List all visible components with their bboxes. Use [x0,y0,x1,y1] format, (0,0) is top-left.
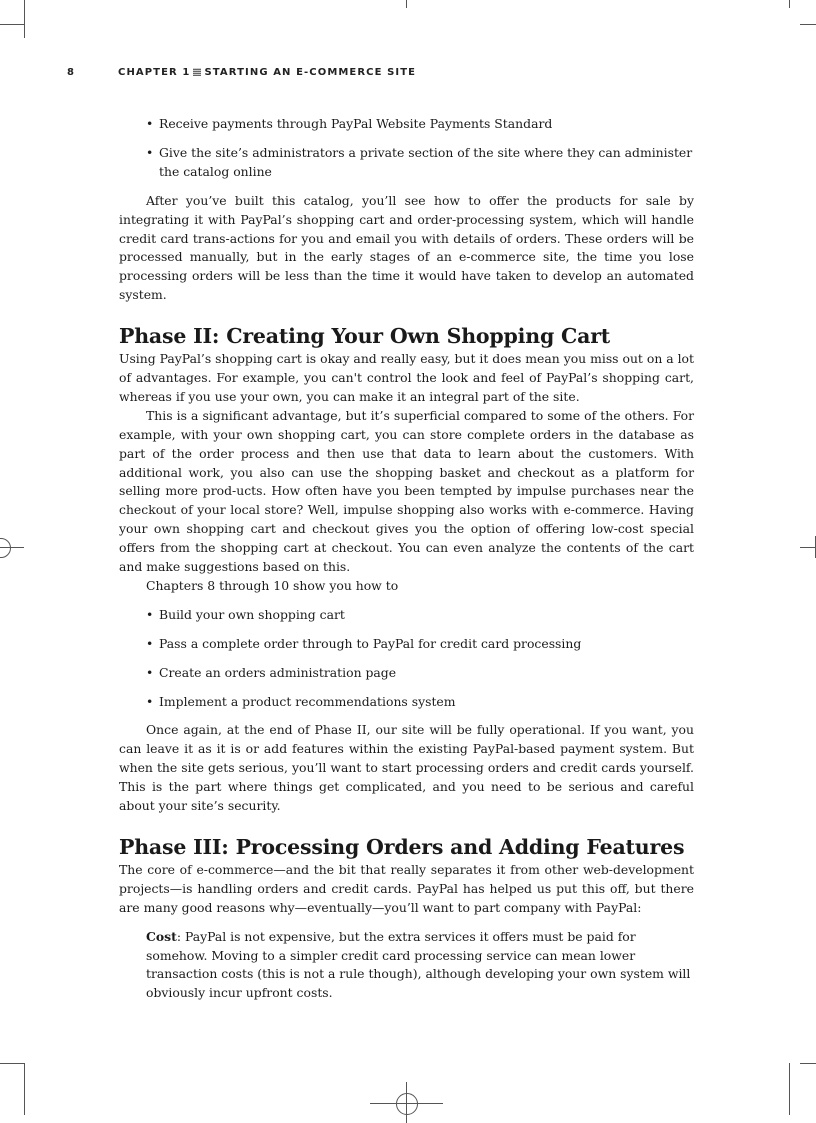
list-item: • Create an orders administration page [119,664,694,683]
paragraph: After you’ve built this catalog, you’ll see how to offer the products for sale by integrating it with PayPal’s shopping cart and order-processing system, which will handle credit card trans-actions for you and email you with details of orders. These orders will be processed manually, but in the early stages of an e-commerce site, the time you lose processing orders will be less than the time it would have taken to develop an automated system. [119,192,694,303]
bullet-icon: • [146,693,154,709]
crop-mark [0,24,24,25]
list-item: • Implement a product recommendations system [119,693,694,712]
crop-mark [0,1063,24,1064]
list-item: • Give the site’s administrators a private section of the site where they can administer the catalog online [146,144,693,179]
page-body [119,115,694,1003]
bullet-list-phase2 [119,606,694,712]
section-heading: Phase III: Processing Orders and Adding Features [119,835,685,859]
crop-mark [800,1063,816,1064]
definition-text: : PayPal is not expensive, but the extra services it offers must be paid for somehow. Moving to a simpler credit card processing service can mean lower transaction costs (this is not a rule though), although developing your own system will obviously incur upfront costs. [146,928,691,1001]
crop-mark [406,0,407,8]
registration-mark-line [0,547,24,548]
bullet-icon: • [146,606,154,622]
chapter-separator-icon [193,68,201,76]
registration-mark [396,1093,418,1115]
crop-mark [789,0,790,8]
registration-mark-line [800,547,816,548]
bullet-icon: • [146,664,154,680]
chapter-label [118,67,416,78]
list-item: • Pass a complete order through to PayPal for credit card processing [119,635,694,654]
paragraph: Using PayPal’s shopping cart is okay and really easy, but it does mean you miss out on a lot of advantages. For example, you can't control the look and feel of PayPal’s shopping cart, whereas if you use your own, you can make it an integral part of the site. [119,351,694,404]
crop-mark [24,0,25,38]
registration-mark [0,538,11,558]
chapter-number: CHAPTER 1 [118,67,191,78]
paragraph: Chapters 8 through 10 show you how to [146,577,399,593]
crop-mark [24,1063,25,1115]
paragraph: Once again, at the end of Phase II, our site will be fully operational. If you want, you can leave it as it is or add features within the existing PayPal-based payment system. But when the site gets serious, you’ll want to start processing orders and credit cards yourself. This is the part where things get complicated, and you need to be serious and careful about your site’s security. [119,722,694,814]
list-item: • Build your own shopping cart [119,606,694,625]
list-item: • Receive payments through PayPal Website Payments Standard [119,115,694,134]
definition-term: Cost [146,928,177,944]
chapter-title: STARTING AN E-COMMERCE SITE [204,67,417,78]
bullet-icon: • [146,116,154,131]
page-number: 8 [67,67,76,78]
paragraph: This is a significant advantage, but it’s superficial compared to some of the others. For example, with your own shopping cart, you can store complete orders in the database as part of the order process and then use that data to learn about the customers. With additional work, you also can use the shopping basket and checkout as a platform for selling more prod-ucts. How often have you been tempted by impulse purchases near the checkout of your local store? Well, impulse shopping also works with e-commerce. Having your own shopping cart and checkout gives you the option of offering low-cost special offers from the shopping cart at checkout. You can even analyze the contents of the cart and make suggestions based on this. [119,407,694,575]
paragraph: The core of e-commerce—and the bit that really separates it from other web-development projects—is handling orders and credit cards. PayPal has helped us put this off, but there are many good reasons why—eventually—you’ll want to part company with PayPal: [119,861,694,915]
section-heading: Phase II: Creating Your Own Shopping Cart [119,324,611,349]
bullet-icon: • [146,635,154,651]
bullet-icon: • [146,144,154,160]
crop-mark [800,24,816,25]
definition-item [119,928,694,1004]
registration-mark-line [406,1082,407,1123]
crop-mark [789,1063,790,1115]
bullet-list-top [119,115,694,182]
